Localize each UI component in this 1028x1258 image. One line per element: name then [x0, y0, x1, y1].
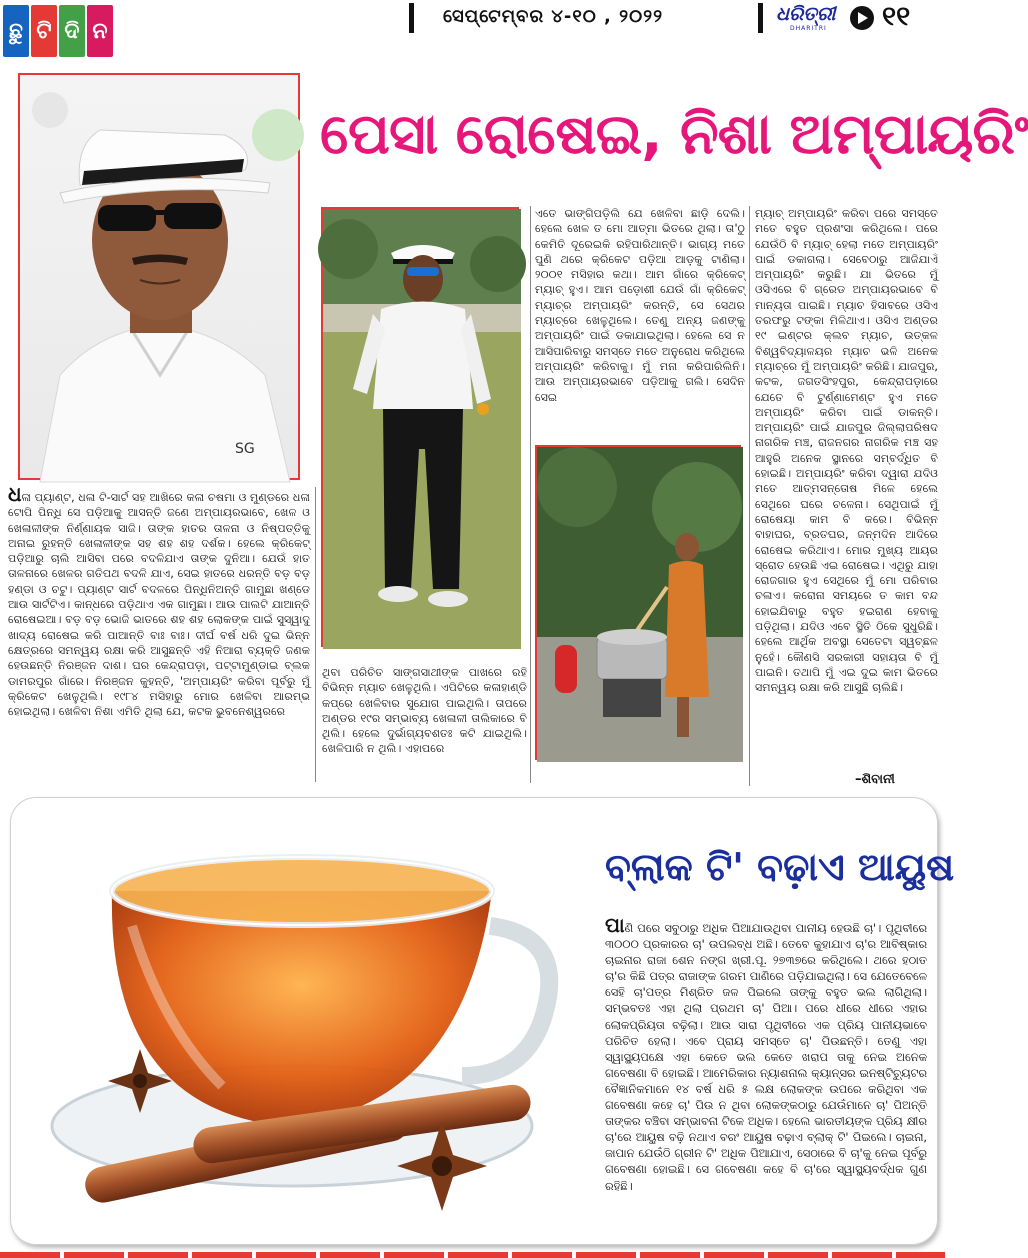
- article1-headline: ପେସା ରୋଷେଇ, ନିଶା ଅମ୍ପାୟରିଂ: [320, 102, 1028, 167]
- portrait-photo: [18, 73, 300, 480]
- logo-tile-1: ଛୁ: [3, 5, 29, 57]
- umpire-illustration: [323, 209, 521, 649]
- tea-cup-illustration: [22, 806, 592, 1238]
- article2-headline: ବ୍ଲାକ ଟି' ବଢ଼ାଏ ଆୟୁଷ: [605, 845, 955, 889]
- cooking-illustration: [537, 447, 743, 762]
- umpire-photo: [321, 207, 519, 647]
- article2-body: [605, 913, 927, 1240]
- article1-dropcap: ଧ: [8, 482, 22, 506]
- cooking-photo: [535, 445, 741, 760]
- column-rule-3: [749, 206, 750, 786]
- svg-text:SG: SG: [235, 441, 255, 457]
- column-rule-2: [530, 206, 531, 783]
- article2-dropcap: ପା: [605, 913, 625, 937]
- logo-tile-3: ଦି: [59, 5, 85, 57]
- brand-logo-sub: DHARITRI: [790, 25, 827, 32]
- header-divider-left: [409, 3, 414, 33]
- issue-date: ସେପ୍ଟେମ୍ବର ୪-୧୦ , ୨୦୨୨: [443, 6, 664, 27]
- column-rule-1: [315, 487, 316, 782]
- article1-column-3: ଏତେ ଭାଙ୍ଗିପଡ଼ିଲି ଯେ ଖେଳିବା ଛାଡ଼ି ଦେଲି। ହେଲେ ଖେଳ ତ ମୋ ଆତ୍ମା ଭିତରେ ଥିଲା। ତା'ଠୁ କେମିତି ଦୂରେଇକି ରହିପାରିଥାନ୍ତି। ଭାଗ୍ୟ ମତେ ପୁଣି ଥରେ କ୍ରିକେଟ ପଡ଼ିଆ ଆଡ଼କୁ ଟାଣିଲା। ୨୦୦୧ ମସିହାର କଥା। ଆମ ଗାଁରେ କ୍ରିକେଟ୍ ମ୍ୟାଚ୍ ହୁଏ। ଆମ ପଡ଼ୋଶୀ ଯେଉଁ ଗାଁ କ୍ରିକେଟ୍ ମ୍ୟାଚ୍ର ଅମ୍ପାୟରିଂ କରନ୍ତି, ସେ ସେଥର ମ୍ୟାଚ୍‌ରେ ଖେଳୁଥିଲେ। ତେଣୁ ଅନ୍ୟ ଜଣଙ୍କୁ ଅମ୍ପାୟରିଂ ପାଇଁ ଡକାଯାଇଥିଲା। ହେଲେ ସେ ନ ଆସିପାରିବାରୁ ସମସ୍ତେ ମତେ ଅନୁରୋଧ କରିଥିଲେ ଅମ୍ପାୟରିଂ କରିବାକୁ। ମୁଁ ମନା କରିପାରିଲିନି। ଆଉ ଅମ୍ପାୟରଭାବେ ପଡ଼ିଆକୁ ଗଲି। ସେଦିନ ସେଇ: [535, 207, 745, 404]
- portrait-illustration: [20, 75, 302, 482]
- brand-logo: ଧରିତ୍ରୀ: [776, 3, 836, 25]
- logo-tile-2: ଟି: [31, 5, 57, 57]
- tea-cup-image: [22, 806, 592, 1238]
- article1-column-1: [8, 482, 310, 782]
- header-divider-right: [758, 3, 763, 33]
- article2-body-text: ଣି ପରେ ସବୁଠାରୁ ଅଧିକ ପିଆଯାଉଥିବା ପାନୀୟ ହେଉଛି ଚା'। ପୃଥିବୀରେ ୩୦୦୦ ପ୍ରକାରର ଚା' ଉପଲବ୍ଧ ଅଛି। ତେବେ କୁହାଯାଏ ଚା'ର ଆବିଷ୍କାର ଚାଇନାର ରାଜା ଶେନ ନଙ୍ଗ ଖ୍ରୀ.ପୂ. ୨୭୩୭ରେ କରିଥିଲେ। ଥରେ ହଠାତ ଚା'ର କିଛି ପତ୍ର ରାଜାଙ୍କ ଗରମ ପାଣିରେ ପଡ଼ିଯାଇଥିଲା। ସେ ଯେତେବେଳେ ସେହି ଚା'ପତ୍ର ମିଶ୍ରିତ ଜଳ ପିଇଲେ ତାଙ୍କୁ ବହୁତ ଭଲ ଲାଗିଥିଲା। ସମ୍ଭବତଃ ଏହା ଥିଲା ପ୍ରଥମ ଚା' ପିଆ। ପରେ ଧୀରେ ଧୀରେ ଏହାର ଲୋକପ୍ରିୟତା ବଢ଼ିଲା। ଆଉ ସାରା ପୃଥିବୀରେ ଏକ ପ୍ରିୟ ପାନୀୟଭାବେ ପରିଚିତ ହେଲା। ଏବେ ପ୍ରାୟ ସମସ୍ତେ ଚା' ପିଉଛନ୍ତି। ତେଣୁ ଏହା ସ୍ୱାସ୍ଥ୍ୟପକ୍ଷେ ଏହା କେତେ ଭଲ କେତେ ଖରାପ ତାକୁ ନେଇ ଅନେକ ଗବେଷଣା ବି ହୋଇଛି। ଆମେରିକାର ନ୍ୟାଶନାଲ କ୍ୟାନ୍ସର ଇନଷ୍ଟିଚ୍ୟୁଟର ବୈଜ୍ଞାନିକମାନେ ୧୪ ବର୍ଷ ଧରି ୫ ଲକ୍ଷ ଲୋକଙ୍କ ଉପରେ କରିଥିବା ଏକ ଗବେଷଣା କହେ ଚା' ପିଉ ନ ଥିବା ଲୋକଙ୍କଠାରୁ ଯେଉଁମାନେ ଚା' ପିଅନ୍ତି ତାଙ୍କର ବଞ୍ଚିବା ସମ୍ଭାବନା ଟିକେ ଅଧିକ। ହେଲେ ଭାରତୀୟଙ୍କ ପ୍ରିୟ କ୍ଷୀର ଚା'ରେ ଆୟୁଷ ବଢ଼ି ନଥାଏ ବରଂ ଆୟୁଷ ବଢ଼ାଏ ବ୍ଲାକ୍ ଟି' ପିଇଲେ। ଚାଇନା, ଜାପାନ ଯେଉଁଠି ଗ୍ରୀନ ଟି' ଅଧିକ ପିଆଯାଏ, ସେଠାରେ ବି ଚା'କୁ ନେଇ ପୂର୍ବରୁ ଗବେଷଣା ହୋଇଛି। ସେ ଗବେଷଣା କହେ ବି ଚା'ରେ ସ୍ୱାସ୍ଥ୍ୟବର୍ଦ୍ଧକ ଗୁଣ ରହିଛି।: [605, 921, 927, 1193]
- section-logo: [3, 5, 113, 57]
- play-icon: [850, 6, 874, 30]
- article1-column-4: ମ୍ୟାଚ୍ ଅମ୍ପାୟରିଂ କରିବା ପରେ ସମସ୍ତେ ମତେ ବହୁତ ପ୍ରଶଂସା କରିଥିଲେ। ପରେ ଯେଉଁଠି ବି ମ୍ୟାଚ୍ ହେଲା ମତେ ଅମ୍ପାୟରିଂ ପାଇଁ ଡକାଗଲା। ସେବେଠାରୁ ଆଜିଯାଏଁ ଅମ୍ପାୟରିଂ କରୁଛି। ଯା ଭିତରେ ମୁଁ ଓସିଏରେ ବି ଗ୍ରେଡ ଅମ୍ପାୟରଭାବେ ବି ମାନ୍ୟତା ପାଇଛି। ମ୍ୟାଚ ହିସାବରେ ଓସିଏ ତରଫରୁ ଟଙ୍କା ମିଳିଥାଏ। ଓସିଏ ଅଣ୍ଡର ୧୯ ଇଣ୍ଟର କ୍ଲବ ମ୍ୟାଚ, ଉତ୍କଳ ବିଶ୍ୱବିଦ୍ୟାଳୟର ମ୍ୟାଚ ଭଳି ଅନେକ ମ୍ୟାଚ୍‌ରେ ମୁଁ ଅମ୍ପାୟରିଂ କରିଛି। ଯାଜପୁର, କଟକ, ଜଗତସିଂହପୁର, କେନ୍ଦ୍ରାପଡ଼ାରେ ଯେତେ ବି ଟୁର୍ଣ୍ଣାମେଣ୍ଟ ହୁଏ ମତେ ଅମ୍ପାୟରିଂ କରିବା ପାଇଁ ଡାକନ୍ତି। ଅମ୍ପାୟରିଂ ପାଇଁ ଯାଜପୁର ଜିଲ୍ଲାପରିଷଦ ନାଗରିକ ମଞ୍ଚ, ରାଜନଗର ନାଗରିକ ମଞ୍ଚ ସହ ଆହୁରି ଅନେକ ସ୍ଥାନରେ ସମ୍ବର୍ଦ୍ଧିତ ବି ହୋଇଛି। ଅମ୍ପାୟରିଂ କରିବା ଦ୍ୱାରା ଯଦିଓ ମତେ ଆତ୍ମସନ୍ତୋଷ ମିଳେ ହେଲେ ସେଥିରେ ଘରେ ଚଳେନା। ସେଥିପାଇଁ ମୁଁ ରୋଷେୟା କାମ ବି କରେ। ବିଭିନ୍ନ ବାହାଘର, ବ୍ରତଘର, ଜନ୍ମଦିନ ଆଦିରେ ରୋଷେଇ କରିଥାଏ। ମୋର ମୁଖ୍ୟ ଆୟର ସ୍ରୋତ ହେଉଛି ଏଇ ରୋଷେଇ। ଏଥିରୁ ଯାହା ରୋଜଗାର ହୁଏ ସେଥିରେ ମୁଁ ମୋ ପରିବାର ଚଳାଏ। କରୋନା ସମୟରେ ତ କାମ ବନ୍ଦ ହୋଇଯିବାରୁ ବହୁତ ହଇରାଣ ହେବାକୁ ପଡ଼ିଥିଲା। ଯଦିଓ ଏବେ ସ୍ଥିତି ଠିକେ ସୁଧୁରିଛି। ହେଲେ ଆର୍ଥିକ ଅବସ୍ଥା ସେତେଟା ସ୍ୱଚ୍ଛଳ ନୁହେଁ। କୌଣସି ସରକାରୀ ସହାୟତା ବି ମୁଁ ପାଇନି। ତଥାପି ମୁଁ ଏଇ ଦୁଇ କାମ ଭିତରେ ସମନ୍ୱୟ ରକ୍ଷା କରି ଆସୁଛି ଚାଲିଛି।: [755, 207, 938, 695]
- masthead: [0, 0, 945, 62]
- page-number: ୧୧: [882, 1, 911, 32]
- article1-column-2: ଥିବା ପରିଚିତ ସାଙ୍ଗସାଥୀଙ୍କ ପାଖରେ ରହି ବିଭିନ୍ନ ମ୍ୟାଚ ଖେଳୁଥିଲି। ଏପିଟିରେ କଳାହାଣ୍ଡି କପ୍‌ରେ ଖେଳିବାର ସୁଯୋଗ ପାଇଥିଲି। ତାପରେ ଅଣ୍ଡର ୧୯ର ସମ୍ଭାବ୍ୟ ଖେଳାଳୀ ତାଲିକାରେ ବି ଥିଲି। ହେଲେ ଦୁର୍ଭାଗ୍ୟବଶତଃ କଟି ଯାଇଥିଲି। ଖେଳିପାରି ନ ଥିଲି। ଏହାପରେ: [322, 666, 527, 756]
- article1-byline: –ଶିବାନୀ: [855, 772, 895, 787]
- bottom-rule: [0, 1252, 945, 1258]
- logo-tile-4: ନ: [87, 5, 113, 57]
- article1-column-1-text: ଳା ପ୍ୟାଣ୍ଟ, ଧଳା ଟି-ସାର୍ଟ ସହ ଆଖିରେ କଳା ଚଷମା ଓ ମୁଣ୍ଡରେ ଧଳା ଟୋପି ପିନ୍ଧି ସେ ପଡ଼ିଆକୁ ଆସନ୍ତି ଜଣେ ଅମ୍ପାୟରଭାବେ, ଖେଳ ଓ ଖେଳାଳୀଙ୍କ ନିର୍ଣ୍ଣାୟକ ସାଜି। ତାଙ୍କ ହାତର ତାଳନା ଓ ନିଷ୍ପତ୍ତିକୁ ଅନାଇ ରୁହନ୍ତି ଖେଳାଳୀଙ୍କ ସହ ଶହ ଶହ ଦର୍ଶକ। ହେଲେ କ୍ରିକେଟ୍ ପଡ଼ିଆରୁ ଚାଲି ଆସିବା ପରେ ବଦଳିଯାଏ ତାଙ୍କ ଦୁନିଆ। ଯେଉଁ ହାତ ତାଳନାରେ ଖେଳର ଗତିପଥ ବଦଳି ଯାଏ, ସେଇ ହାତରେ ଧରନ୍ତି ବଡ଼ ବଡ଼ ହଣ୍ଡା ଓ ଚଟୁ। ପ୍ୟାଣ୍ଟ ସାର୍ଟ ବଦଳରେ ପିନ୍ଧିନିଅନ୍ତି ଗାମୁଛା ଖଣ୍ଡେ ଆଉ ସାର୍ଟଟିଏ। କାନ୍ଧରେ ପଡ଼ିଥାଏ ଏକ ଗାମୁଛା। ଆଉ ପାଲଟି ଯାଆନ୍ତି ରୋଷେଇଆ। ବଡ଼ ବଡ଼ ଭୋଜି ଭାତରେ ଶହ ଶହ ଲୋକଙ୍କ ପାଇଁ ସୁସ୍ୱାଦୁ ଖାଦ୍ୟ ରୋଷେଇ କରି ପାଆନ୍ତି ବାଃ ବାଃ। ଦୀର୍ଘ ବର୍ଷ ଧରି ଦୁଇ ଭିନ୍ନ କ୍ଷେତ୍ରରେ ସମନ୍ୱୟ ରକ୍ଷା କରି ଆସୁଛନ୍ତି ଏହି ନିଆରା ବ୍ୟକ୍ତି ଜଣକ ହେଉଛନ୍ତି ନିରଞ୍ଜନ ଦାଶ। ଘର କେନ୍ଦ୍ରାପଡ଼ା, ପଟ୍ଟାମୁଣ୍ଡାଇ ବ୍ଲକ ଡାମରପୁର ଗାଁରେ। ନିରଞ୍ଜନ କୁହନ୍ତି, 'ଅମ୍ପାୟରିଂ କରିବା ପୂର୍ବରୁ ମୁଁ କ୍ରିକେଟ ଖେଳୁଥିଲି। ୧୯୮୪ ମସିହାରୁ ମୋର ଖେଳିବା ଆରମ୍ଭ ହୋଇଥିଲା। ଖେଳିବା ନିଶା ଏମିତି ଥିଲା ଯେ, କଟକ ଭୁବନେଶ୍ୱରରେ: [8, 491, 310, 719]
